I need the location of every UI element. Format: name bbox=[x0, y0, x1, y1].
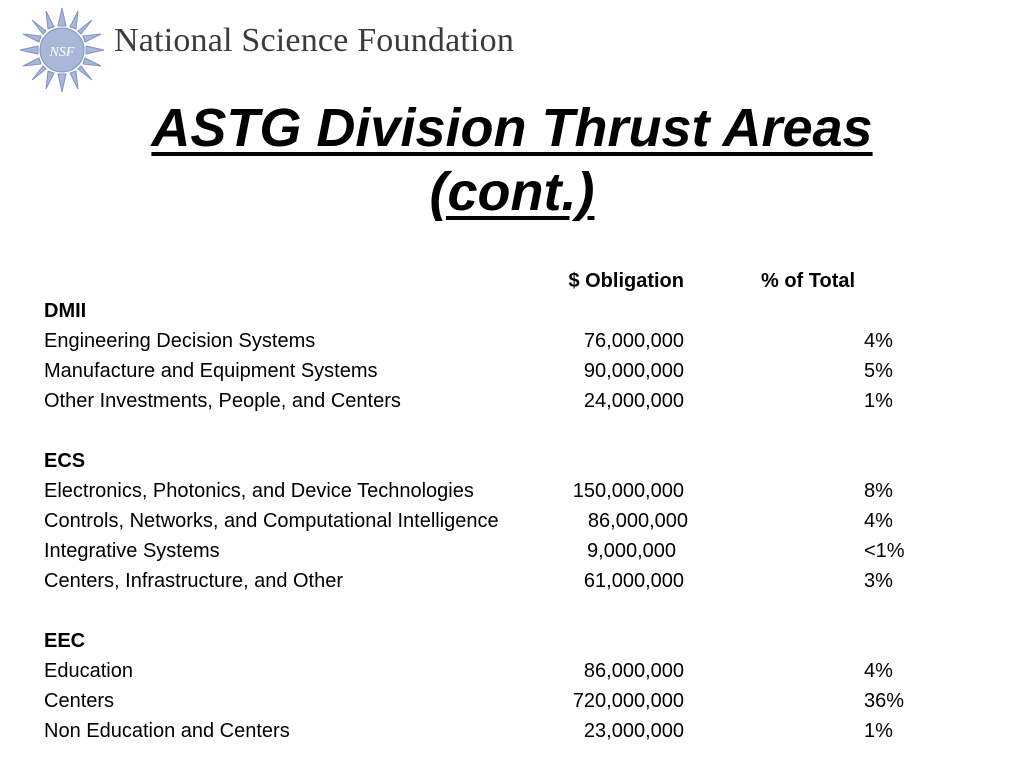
row-percent: 4% bbox=[864, 510, 893, 532]
section-name: DMII bbox=[44, 300, 87, 322]
section-header-dmii bbox=[44, 296, 984, 326]
row-amount: 24,000,000 bbox=[583, 390, 684, 412]
row-label: Engineering Decision Systems bbox=[44, 330, 316, 352]
row-amount: 86,000,000 bbox=[583, 660, 684, 682]
org-name: National Science Foundation bbox=[114, 22, 515, 59]
row-label: Electronics, Photonics, and Device Technologies bbox=[44, 480, 474, 502]
row-amount: 720,000,000 bbox=[572, 690, 684, 712]
row-percent: 1% bbox=[864, 390, 893, 412]
table-row bbox=[44, 536, 984, 566]
table-row bbox=[44, 356, 984, 386]
table-row bbox=[44, 656, 984, 686]
table-row bbox=[44, 506, 984, 536]
row-amount: 150,000,000 bbox=[572, 480, 684, 502]
row-amount: 76,000,000 bbox=[583, 330, 684, 352]
row-amount: 9,000,000 bbox=[587, 540, 676, 562]
row-amount: 90,000,000 bbox=[583, 360, 684, 382]
table-row bbox=[44, 686, 984, 716]
spacer bbox=[44, 416, 984, 446]
section-header-eec bbox=[44, 626, 984, 656]
seal-text: NSF bbox=[49, 45, 75, 60]
table-row bbox=[44, 716, 984, 746]
section-name: ECS bbox=[44, 450, 86, 472]
page-title bbox=[0, 96, 1024, 224]
table-row bbox=[44, 566, 984, 596]
col-header-percent: % of Total bbox=[761, 270, 856, 292]
row-label: Non Education and Centers bbox=[44, 720, 290, 742]
section-name: EEC bbox=[44, 630, 86, 652]
row-percent: 1% bbox=[864, 720, 893, 742]
nsf-logo bbox=[18, 6, 106, 94]
table-row bbox=[44, 476, 984, 506]
row-percent: 4% bbox=[864, 660, 893, 682]
obligation-table bbox=[44, 266, 984, 746]
row-label: Centers bbox=[44, 690, 115, 712]
row-label: Education bbox=[44, 660, 133, 682]
row-percent: <1% bbox=[864, 540, 905, 562]
table-row bbox=[44, 386, 984, 416]
row-percent: 3% bbox=[864, 570, 893, 592]
nsf-seal-icon bbox=[18, 6, 106, 94]
row-amount: 61,000,000 bbox=[583, 570, 684, 592]
row-percent: 4% bbox=[864, 330, 893, 352]
row-percent: 5% bbox=[864, 360, 893, 382]
row-label: Manufacture and Equipment Systems bbox=[44, 360, 378, 382]
row-percent: 36% bbox=[864, 690, 905, 712]
row-label: Integrative Systems bbox=[44, 540, 220, 562]
row-label: Other Investments, People, and Centers bbox=[44, 390, 401, 412]
title-line-2: (cont.) bbox=[429, 162, 595, 222]
row-label: Centers, Infrastructure, and Other bbox=[44, 570, 344, 592]
row-percent: 8% bbox=[864, 480, 893, 502]
section-header-ecs bbox=[44, 446, 984, 476]
table-row bbox=[44, 326, 984, 356]
table-header-row bbox=[44, 266, 984, 296]
col-header-obligation: $ Obligation bbox=[568, 270, 684, 292]
title-line-1: ASTG Division Thrust Areas bbox=[151, 98, 873, 158]
row-amount: 86,000,000 bbox=[587, 510, 688, 532]
row-amount: 23,000,000 bbox=[583, 720, 684, 742]
spacer bbox=[44, 596, 984, 626]
row-label: Controls, Networks, and Computational Intelligence bbox=[44, 510, 499, 532]
